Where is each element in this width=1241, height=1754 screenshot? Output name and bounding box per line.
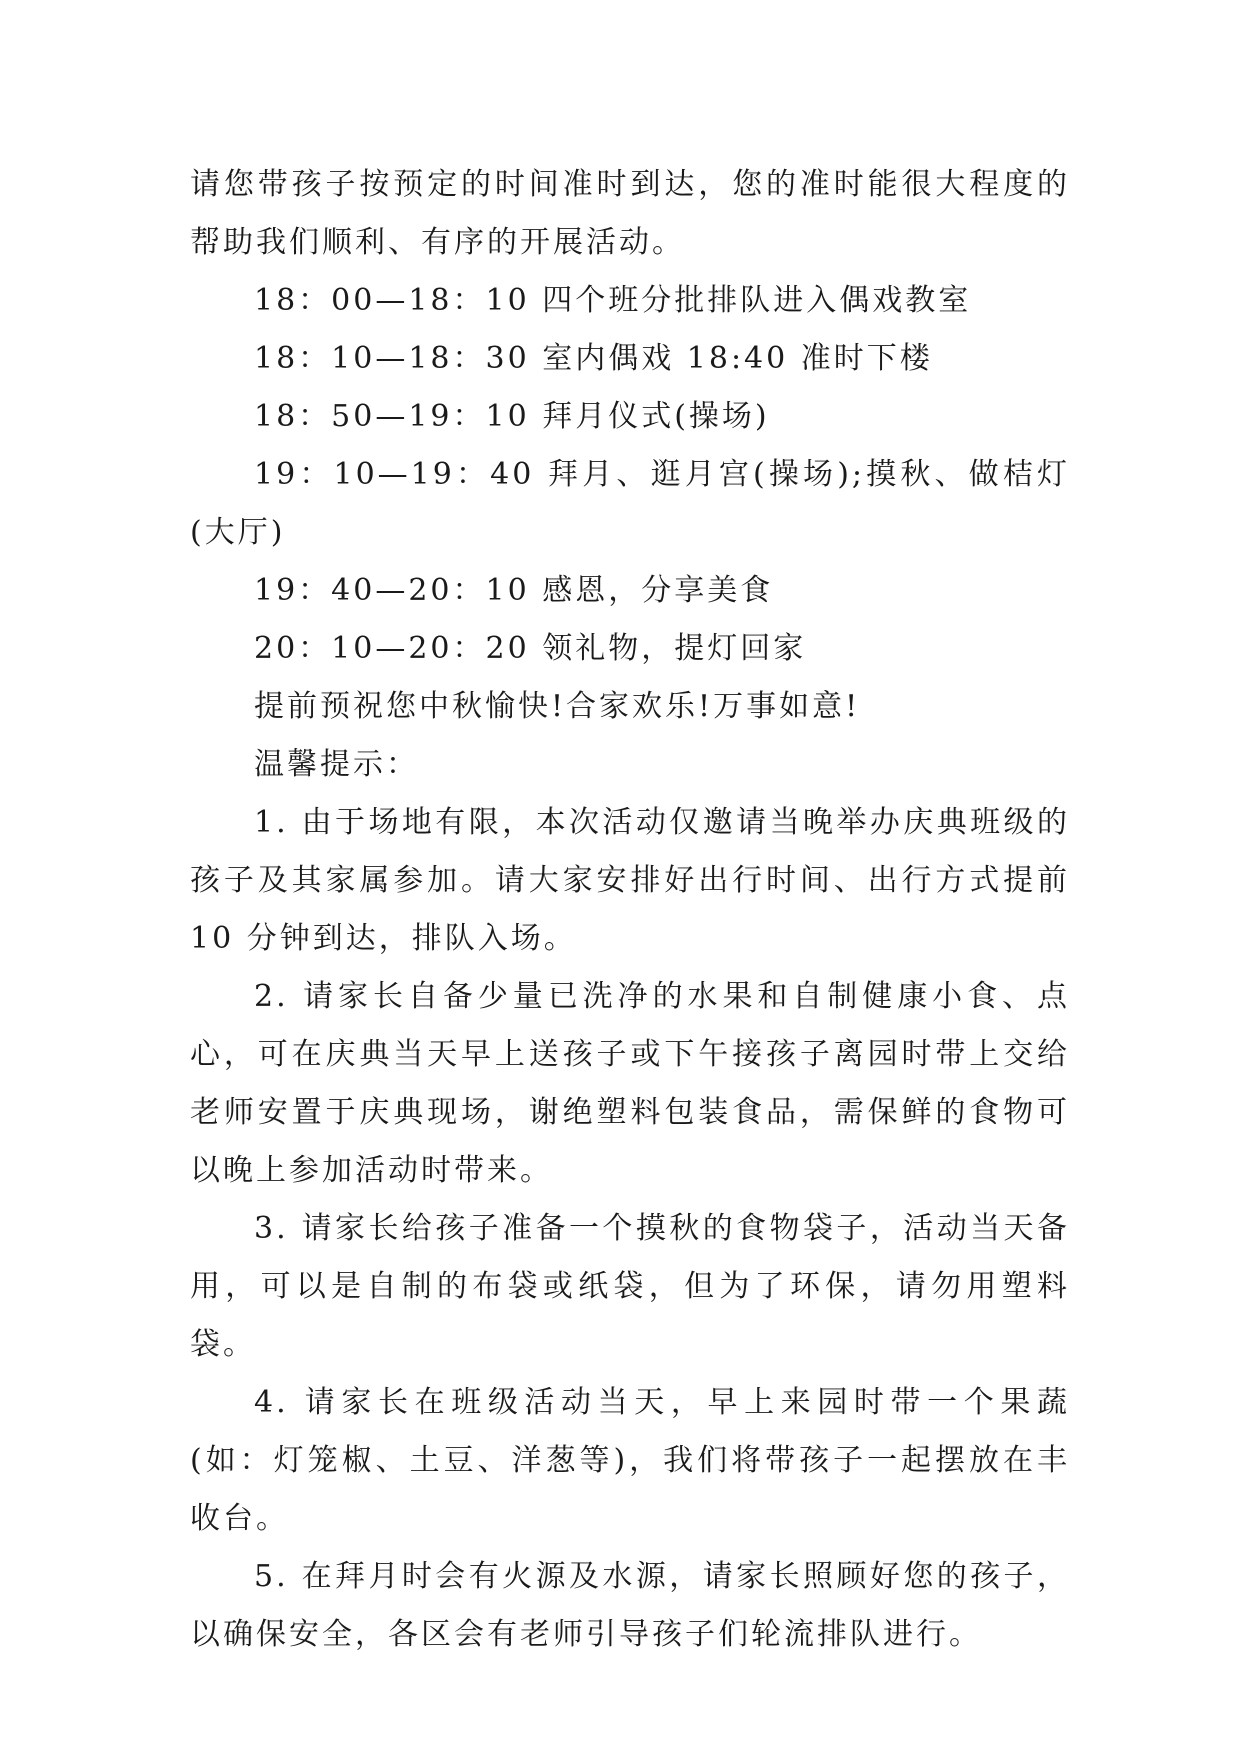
schedule-item-5: 19：40—20：10 感恩，分享美食 [254,573,774,608]
schedule-item-3: 18：50—19：10 拜月仪式(操场) [254,399,770,434]
schedule-item-1: 18：00—18：10 四个班分批排队进入偶戏教室 [254,283,972,318]
schedule-item-4: 19：10—19：40 拜月、逛月宫(操场);摸秋、做桔灯(大厅) [190,457,1070,550]
tip-item-5: 5. 在拜月时会有火源及水源，请家长照顾好您的孩子，以确保安全，各区会有老师引导孩子们轮流排队进行。 [190,1559,1070,1652]
tip-item-1: 1. 由于场地有限，本次活动仅邀请当晚举办庆典班级的孩子及其家属参加。请大家安排好出行时间、出行方式提前 10 分钟到达，排队入场。 [190,805,1070,956]
tip-item-3: 3. 请家长给孩子准备一个摸秋的食物袋子，活动当天备用，可以是自制的布袋或纸袋，但为了环保，请勿用塑料袋。 [190,1211,1070,1362]
tip-item-4: 4. 请家长在班级活动当天，早上来园时带一个果蔬(如：灯笼椒、土豆、洋葱等)，我们将带孩子一起摆放在丰收台。 [190,1385,1070,1536]
intro-paragraph: 请您带孩子按预定的时间准时到达，您的准时能很大程度的帮助我们顺利、有序的开展活动。 [190,167,1070,260]
tip-item-2: 2. 请家长自备少量已洗净的水果和自制健康小食、点心，可在庆典当天早上送孩子或下午接孩子离园时带上交给老师安置于庆典现场，谢绝塑料包装食品，需保鲜的食物可以晚上参加活动时带来。 [190,979,1070,1188]
document-body [190,156,1070,1664]
schedule-item-6: 20：10—20：20 领礼物，提灯回家 [254,631,807,666]
tips-heading: 温馨提示： [254,747,419,782]
greeting-paragraph: 提前预祝您中秋愉快!合家欢乐!万事如意! [254,689,861,724]
schedule-item-2: 18：10—18：30 室内偶戏 18:40 准时下楼 [254,341,933,376]
